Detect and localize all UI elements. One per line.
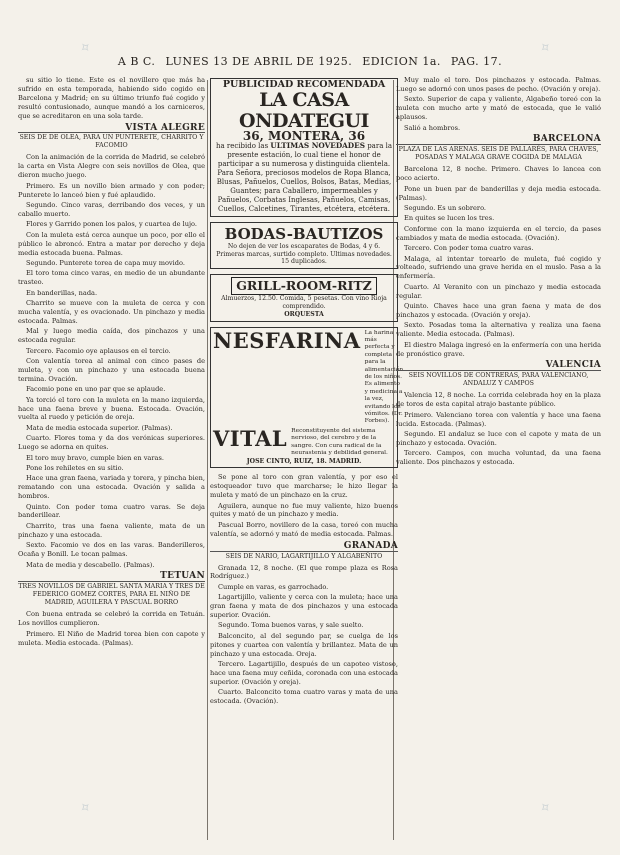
ad-address: JOSE CINTO, RUIZ, 18. MADRID. xyxy=(246,457,362,465)
section-title-granada: GRANADA xyxy=(210,542,398,552)
article-paragraph: Con la animación de la corrida de Madrid, se celebró la carta en Vista Alegre con seis novillos de Olea, que dieron mucho juego. xyxy=(18,153,205,180)
article-paragraph: Segundo. Es un sobrero. xyxy=(404,203,487,212)
article-paragraph: su sitio lo tiene. Este es el novillero que más ha sufrido en esta temporada, habiendo sido cogido en Barcelona y Madrid; en su último triunfo fué cogido y resultó contusionado, aunque mandó a los carniceros, que se acreditaron en una sola tarde. xyxy=(18,76,205,120)
article-paragraph: Cumple en varas, es garrochado. xyxy=(218,582,329,591)
article-body xyxy=(18,153,205,569)
ad-text: ha recibido las ULTIMAS NOVEDADES para la presente estación, lo cual tiene el honor de participar a su numerosa y distinguida clientela. Para Señora, preciosos modelos de Ropa Blanca, Blusas, Pañuelos, Cuellos, Bolsos, Batas, Medias, Guantes; para Caballero, impermeables y Pañuelos, Corbatas Inglesas, Pañuelos, Camisas, Cuellos, Calcetines, Tirantes, etcétera, etcétera. xyxy=(215,140,393,213)
article-paragraph: Segundo. Cinco varas, derribando dos veces, y un caballo muerto. xyxy=(18,200,205,218)
watermark-stamp: ✧ xyxy=(536,798,556,818)
article-paragraph: Salió a hombros. xyxy=(404,123,461,132)
article-body xyxy=(210,564,398,707)
ad-text: La harina más perfecta y completa para la alimentación de los niños. Es alimento y medicina a la vez, evitando los vómitos. (Dr. Forbes). xyxy=(364,329,404,425)
article-paragraph: Se pone al toro con gran valentía, y por eso el estoqueador tuvo que marcharse; le hizo llegar la muleta y mató de un pinchazo en la cruz. xyxy=(210,473,398,500)
section-subtitle: TRES NOVILLOS DE GABRIEL SANTA MARIA Y TRES DE FEDERICO GOMEZ CORTES, PARA EL NIÑO DE MADRID, AGUILERA Y PASCUAL BORRO xyxy=(18,583,205,607)
article-paragraph: Charrito, tras una faena valiente, mata de un pinchazo y una estocada. xyxy=(18,521,205,539)
article-paragraph: Cuarto. Al Veranito con un pinchazo y media estocada regular. xyxy=(396,282,601,300)
article-paragraph: Sexto. Facomio ve dos en las varas. Banderilleros, Ocaña y Bonill. Le tocan palmas. xyxy=(18,541,205,559)
article-paragraph: Tercero. Con poder toma cuatro varas. xyxy=(404,244,534,253)
section-title-tetuan: TETUAN xyxy=(18,572,205,582)
article-paragraph: Mal y luego media caída, dos pinchazos y una estocada regular. xyxy=(18,327,205,345)
article-paragraph: Barcelona 12, 8 noche. Primero. Chaves lo lancea con poco acierto. xyxy=(396,165,601,183)
watermark-stamp: ✧ xyxy=(76,38,96,58)
ad-title: NESFARINA xyxy=(213,327,361,353)
article-paragraph: Valencia 12, 8 noche. La corrida celebrada hoy en la plaza de toros de esta capital atrajo bastante público. xyxy=(396,391,601,409)
article-paragraph: Aguilera, aunque no fue muy valiente, hizo buenos quites y mató de un pinchazo y media. xyxy=(210,501,398,519)
article-paragraph: Cuarto. Balconcito toma cuatro varas y mata de una estocada. (Ovación). xyxy=(210,688,398,706)
ad-kicker: PUBLICIDAD RECOMENDADA xyxy=(222,79,386,90)
ad-title: VITAL xyxy=(213,425,288,451)
advertisement-nesfarina xyxy=(210,327,404,469)
article-body xyxy=(396,391,601,467)
ad-text: Reconstituyente del sistema nervioso, del cerebro y de la sangre. Con cura radical de la neurastenia y debilidad general. xyxy=(291,427,388,457)
column-left xyxy=(18,76,205,836)
article-paragraph: Con la muleta está cerca aunque un poco, por ello el público le abroncó. Entra a matar por derecho y deja media estocada buena. Palmas. xyxy=(18,230,205,257)
article-paragraph: Muy malo el toro. Dos pinchazos y estocada. Palmas. Luego se adornó con unos pases de pecho. (Ovación y oreja). xyxy=(396,76,601,93)
article-paragraph: Pone los rehiletes en su sitio. xyxy=(26,463,124,472)
ad-text: No dejen de ver los escaparates de Bodas, 4 y 6. Primeras marcas, surtido completo. Ultimas novedades. 15 duplicados. xyxy=(216,242,392,266)
article-paragraph: Ya torció el toro con la muleta en la mano izquierda, hace una faena breve y buena. Estocada. Ovación, vuelta al ruedo y petición de oreja. xyxy=(18,395,205,422)
article-paragraph: El toro toma cinco varas, en medio de un abundante trasteo. xyxy=(18,269,205,287)
section-subtitle: SEIS NOVILLOS DE CONTRERAS, PARA VALENCIANO, ANDALUZ Y CAMPOS xyxy=(408,372,589,388)
article-paragraph: Hace una gran faena, variada y torera, y pincha bien, rematando con una estocada. Ovación y salida a hombros. xyxy=(18,474,205,501)
article-paragraph: Segundo. Toma buenos varas, y sale suelto. xyxy=(218,621,364,630)
article-paragraph: Pascual Borro, novillero de la casa, toreó con mucha valentía, se adornó y mató de media estocada. Palmas. xyxy=(210,520,398,538)
section-title-barcelona: BARCELONA xyxy=(396,135,601,145)
article-paragraph: Quinto. Con poder toma cuatro varas. Se deja banderillear. xyxy=(18,502,205,520)
article-paragraph: Sexto. Posadas toma la alternativa y realiza una faena valiente. Media estocada. (Palmas). xyxy=(396,321,601,339)
page-header xyxy=(0,0,620,81)
article-body xyxy=(18,610,205,647)
article-paragraph: Primero. Valenciano torea con valentía y hace una faena lucida. Estocada. (Palmas). xyxy=(396,410,601,428)
article-paragraph: Flores y Garrido ponen los palos, y cuartea de lujo. xyxy=(26,220,197,229)
article-paragraph: Segundo. Punterete torea de capa muy movido. xyxy=(26,258,185,267)
ad-text: Almuerzos, 12.50. Comida, 5 pesetas. Con vino Rioja comprendido. xyxy=(221,295,387,310)
article-paragraph: Charrito se mueve con la muleta de cerca y con mucha valentía, y es ovacionado. Un pinchazo y media estocada. Palmas. xyxy=(18,299,205,325)
column-right xyxy=(396,76,601,836)
article-paragraph: Sexto. Superior de capa y valiente, Algabeño toreó con la muleta con mucho arte y mató de estocada, que le valió aplausos. xyxy=(396,95,601,122)
page-number: PAG. 17. xyxy=(450,55,503,68)
ad-title: GRILL-ROOM-RITZ xyxy=(231,277,377,295)
ad-title: BODAS-BAUTIZOS xyxy=(224,224,384,243)
article-paragraph: Segundo. El andaluz se luce con el capote y mata de un pinchazo y estocada. Ovación. xyxy=(396,430,601,447)
article-paragraph: Conforme con la mano izquierda en el tercio, da pases cambiados y mata de media estocada. (Ovación). xyxy=(396,224,601,242)
article-paragraph: Cuarto. Flores toma y da dos verónicas superiores. Luego se adorna en quites. xyxy=(18,434,205,452)
section-subtitle: SEIS DE DE OLEA, PARA UN PUNTERETE, CHARRITO Y FACOMIO xyxy=(19,134,204,150)
section-subtitle: PLAZA DE LAS ARENAS. SEIS DE PALLARÉS, PARA CHAVES, POSADAS Y MALAGA GRAVE COGIDA DE MALAGA xyxy=(398,146,599,162)
article-body xyxy=(396,95,601,132)
article-paragraph: Mata de media estocada superior. (Palmas). xyxy=(26,423,173,432)
article-paragraph: En quites se lucen los tres. xyxy=(404,214,495,223)
article-paragraph: Balconcito, al del segundo par, se cuelga de los pitones y cuartea con valentía y brillantez. Mata de un pinchazo y una estocada. Oreja. xyxy=(210,631,398,658)
advertisement-grill xyxy=(210,274,398,321)
article-paragraph: Malaga, al intentar torearlo de muleta, fué cogido y volteado, sufriendo una grave herida en el muslo. Pasa a la enfermería. xyxy=(396,254,601,281)
issue-date: LUNES 13 DE ABRIL DE 1925. xyxy=(165,55,353,68)
article-paragraph: Granada 12, 8 noche. (El que rompe plaza es Rosa Rodríguez.) xyxy=(210,563,398,581)
ad-address: 36, MONTERA, 36 xyxy=(242,128,366,143)
article-paragraph: Con buena entrada se celebró la corrida en Tetuán. Los novillos cumplieron. xyxy=(18,610,205,628)
article-paragraph: El diestro Malaga ingresó en la enfermería con una herida de pronóstico grave. xyxy=(396,340,601,358)
ad-tag: ORQUESTA xyxy=(284,310,324,318)
column-rule xyxy=(207,80,208,840)
column-middle xyxy=(210,76,404,836)
section-subtitle: SEIS DE NARIO, LAGARTIJILLO Y ALGABEÑITO xyxy=(225,552,383,560)
article-body xyxy=(396,165,601,358)
watermark-stamp: ✧ xyxy=(536,38,556,58)
advertisement-ondategui xyxy=(210,78,398,217)
article-paragraph: Primero. Es un novillo bien armado y con poder; Punterete lo lanceó bien y fué aplaudido. xyxy=(18,181,205,199)
article-body xyxy=(210,473,398,538)
article-paragraph: Tercero. Campos, con mucha voluntad, da una faena valiente. Dos pinchazos y estocada. xyxy=(396,449,601,467)
article-paragraph: Pone un buen par de banderillas y deja media estocada. (Palmas). xyxy=(396,184,601,202)
ad-title: LA CASA ONDATEGUI xyxy=(239,88,369,132)
article-paragraph: En banderillas, nada. xyxy=(26,288,98,297)
article-paragraph: Tercero. Facomio oye aplausos en el tercio. xyxy=(26,346,171,355)
paper-name: A B C. xyxy=(117,55,156,68)
section-title-vista-alegre: VISTA ALEGRE xyxy=(18,124,205,134)
article-paragraph: Con valentía torea al animal con cinco pases de muleta, y con un pinchazo y una estocada buena termina. Ovación. xyxy=(18,356,205,383)
article-paragraph: Quinto. Chaves hace una gran faena y mata de dos pinchazos y estocada. (Ovación y oreja). xyxy=(396,302,601,319)
section-title-valencia: VALENCIA xyxy=(396,361,601,371)
article-paragraph: Facomio pone en uno par que se aplaude. xyxy=(26,385,166,394)
edition-label: EDICION 1a. xyxy=(362,55,441,68)
article-paragraph: Tercero. Lagartijillo, después de un capoteo vistoso, hace una faena muy ceñida, coronada con una estocada superior. (Ovación y oreja). xyxy=(210,660,398,686)
article-paragraph: Mata de media y descabello. (Palmas). xyxy=(26,560,155,569)
article-paragraph: Primero. El Niño de Madrid torea bien con capote y muleta. Media estocada. (Palmas). xyxy=(18,629,205,647)
watermark-stamp: ✧ xyxy=(76,798,96,818)
article-paragraph: Lagartijillo, valiente y cerca con la muleta; hace una gran faena y mata de dos pinchazos y una estocada superior. Ovación. xyxy=(210,593,398,620)
article-paragraph: El toro muy bravo, cumple bien en varas. xyxy=(26,453,164,462)
advertisement-bodas xyxy=(210,222,398,269)
